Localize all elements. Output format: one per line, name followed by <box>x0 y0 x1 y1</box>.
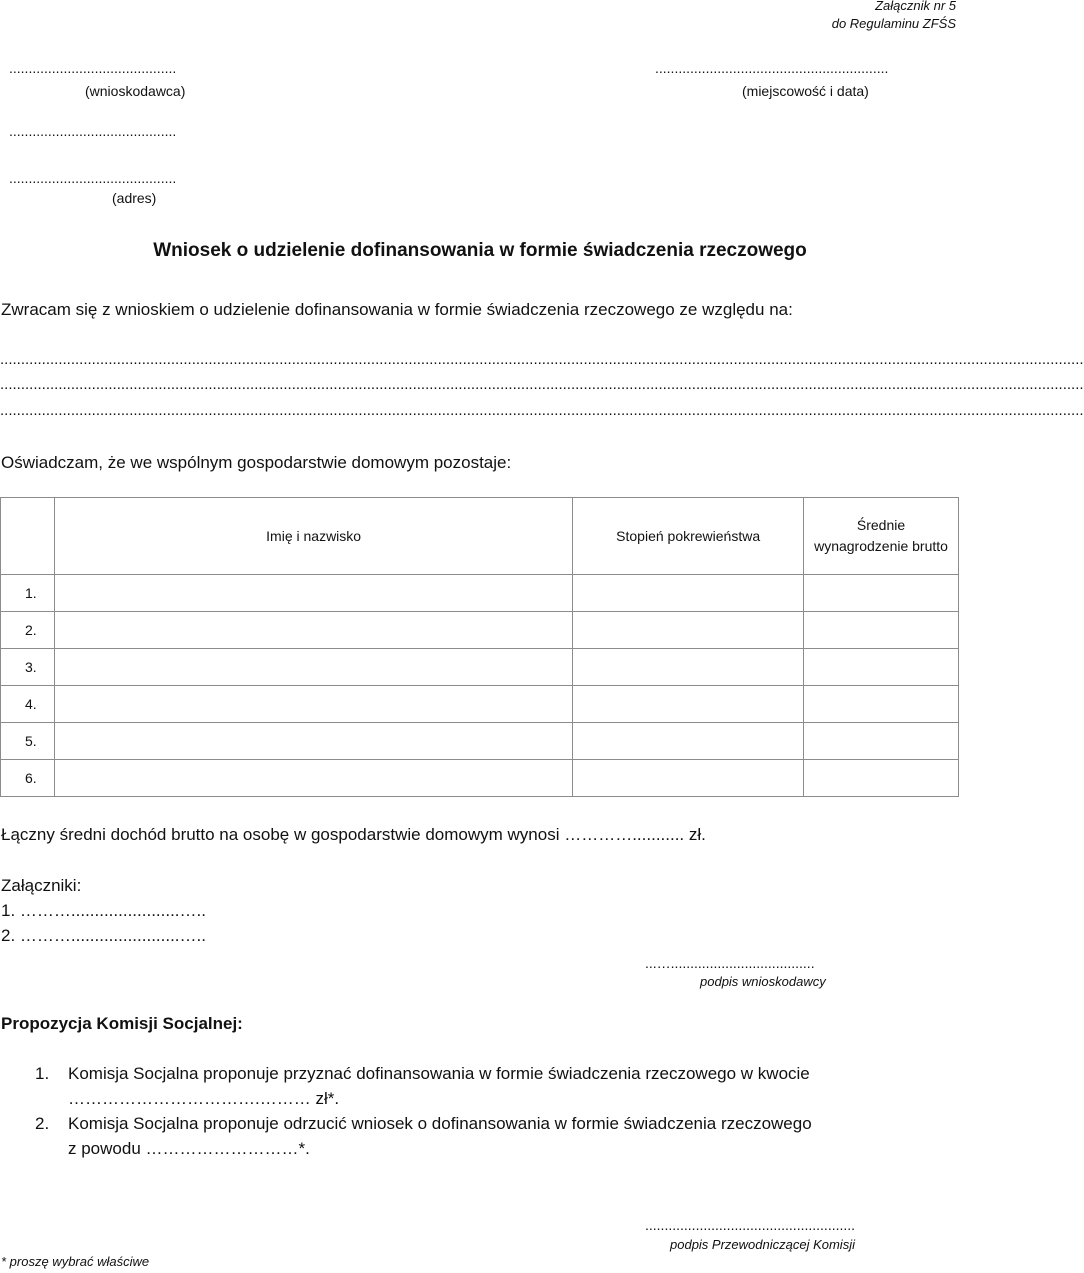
row-number: 3. <box>1 649 55 686</box>
document-title: Wniosek o udzielenie dofinansowania w formie świadczenia rzeczowego <box>153 240 807 261</box>
commission-item-2-number: 2. <box>35 1114 50 1133</box>
place-date-field: ............................................................ <box>655 60 889 76</box>
name-cell[interactable] <box>54 649 572 686</box>
household-statement: Oświadczam, że we wspólnym gospodarstwie domowym pozostaje: <box>1 453 512 472</box>
table-header-name: Imię i nazwisko <box>54 498 572 575</box>
applicant-signature-field: ...…..................................... <box>645 955 815 971</box>
commission-item-1-amount: …………………………….……… zł*. <box>68 1089 340 1108</box>
reason-line-1: .................................................................................................................................................................................................................................................................... <box>0 351 1084 368</box>
relationship-cell[interactable] <box>573 649 804 686</box>
attachment-item-1: 1. ……….......................….. <box>1 901 206 920</box>
relationship-cell[interactable] <box>573 723 804 760</box>
income-line <box>1 825 706 845</box>
row-number: 6. <box>1 760 55 797</box>
table-row <box>1 649 959 686</box>
name-cell[interactable] <box>54 612 572 649</box>
household-members-table <box>0 497 959 797</box>
salary-cell[interactable] <box>804 723 959 760</box>
salary-cell[interactable] <box>804 612 959 649</box>
request-text: Zwracam się z wnioskiem o udzielenie dofinansowania w formie świadczenia rzeczowego ze względu na: <box>1 300 793 319</box>
footnote: * proszę wybrać właściwe <box>1 1254 150 1269</box>
income-unit: zł. <box>688 825 706 844</box>
applicant-name-label: (wnioskodawca) <box>85 83 186 99</box>
table-header-salary: Średnie wynagrodzenie brutto <box>804 498 959 575</box>
table-row <box>1 686 959 723</box>
commission-item-1-text: Komisja Socjalna proponuje przyznać dofinansowania w formie świadczenia rzeczowego w kwocie <box>68 1064 810 1083</box>
commission-item-2-reason: z powodu ………………………*. <box>68 1139 310 1158</box>
reason-line-2: .................................................................................................................................................................................................................................................................... <box>0 376 1084 393</box>
table-header-number <box>1 498 55 575</box>
relationship-cell[interactable] <box>573 686 804 723</box>
name-cell[interactable] <box>54 575 572 612</box>
table-row <box>1 612 959 649</box>
table-row <box>1 723 959 760</box>
salary-cell[interactable] <box>804 575 959 612</box>
row-number: 1. <box>1 575 55 612</box>
attachment-reference: do Regulaminu ZFŚS <box>831 16 956 31</box>
reason-line-3: .................................................................................................................................................................................................................................................................... <box>0 402 1084 419</box>
relationship-cell[interactable] <box>573 760 804 797</box>
salary-cell[interactable] <box>804 686 959 723</box>
name-cell[interactable] <box>54 760 572 797</box>
attachment-item-2: 2. ……….......................….. <box>1 926 206 945</box>
address-label: (adres) <box>112 190 157 206</box>
row-number: 4. <box>1 686 55 723</box>
commission-item-1-number: 1. <box>35 1064 50 1083</box>
commission-heading: Propozycja Komisji Socjalnej: <box>1 1014 243 1033</box>
address-field-1: ........................................... <box>9 123 177 139</box>
relationship-cell[interactable] <box>573 575 804 612</box>
name-cell[interactable] <box>54 686 572 723</box>
applicant-signature-label: podpis wnioskodawcy <box>700 974 826 989</box>
income-field: …………........... <box>564 825 685 844</box>
applicant-name-field: ........................................... <box>9 60 177 76</box>
name-cell[interactable] <box>54 723 572 760</box>
salary-cell[interactable] <box>804 760 959 797</box>
table-header-relationship: Stopień pokrewieństwa <box>573 498 804 575</box>
relationship-cell[interactable] <box>573 612 804 649</box>
row-number: 5. <box>1 723 55 760</box>
chair-signature-label: podpis Przewodniczącej Komisji <box>670 1237 855 1252</box>
row-number: 2. <box>1 612 55 649</box>
attachment-number: Załącznik nr 5 <box>875 0 956 13</box>
table-row <box>1 575 959 612</box>
income-label: Łączny średni dochód brutto na osobę w gospodarstwie domowym wynosi <box>1 825 560 844</box>
commission-item-2-text: Komisja Socjalna proponuje odrzucić wniosek o dofinansowania w formie świadczenia rzeczowego <box>68 1114 812 1133</box>
table-row <box>1 760 959 797</box>
salary-cell[interactable] <box>804 649 959 686</box>
table-header-row <box>1 498 959 575</box>
attachments-heading: Załączniki: <box>1 876 82 895</box>
chair-signature-field: ...................................................... <box>645 1217 856 1233</box>
place-date-label: (miejscowość i data) <box>742 83 869 99</box>
address-field-2: ........................................... <box>9 170 177 186</box>
